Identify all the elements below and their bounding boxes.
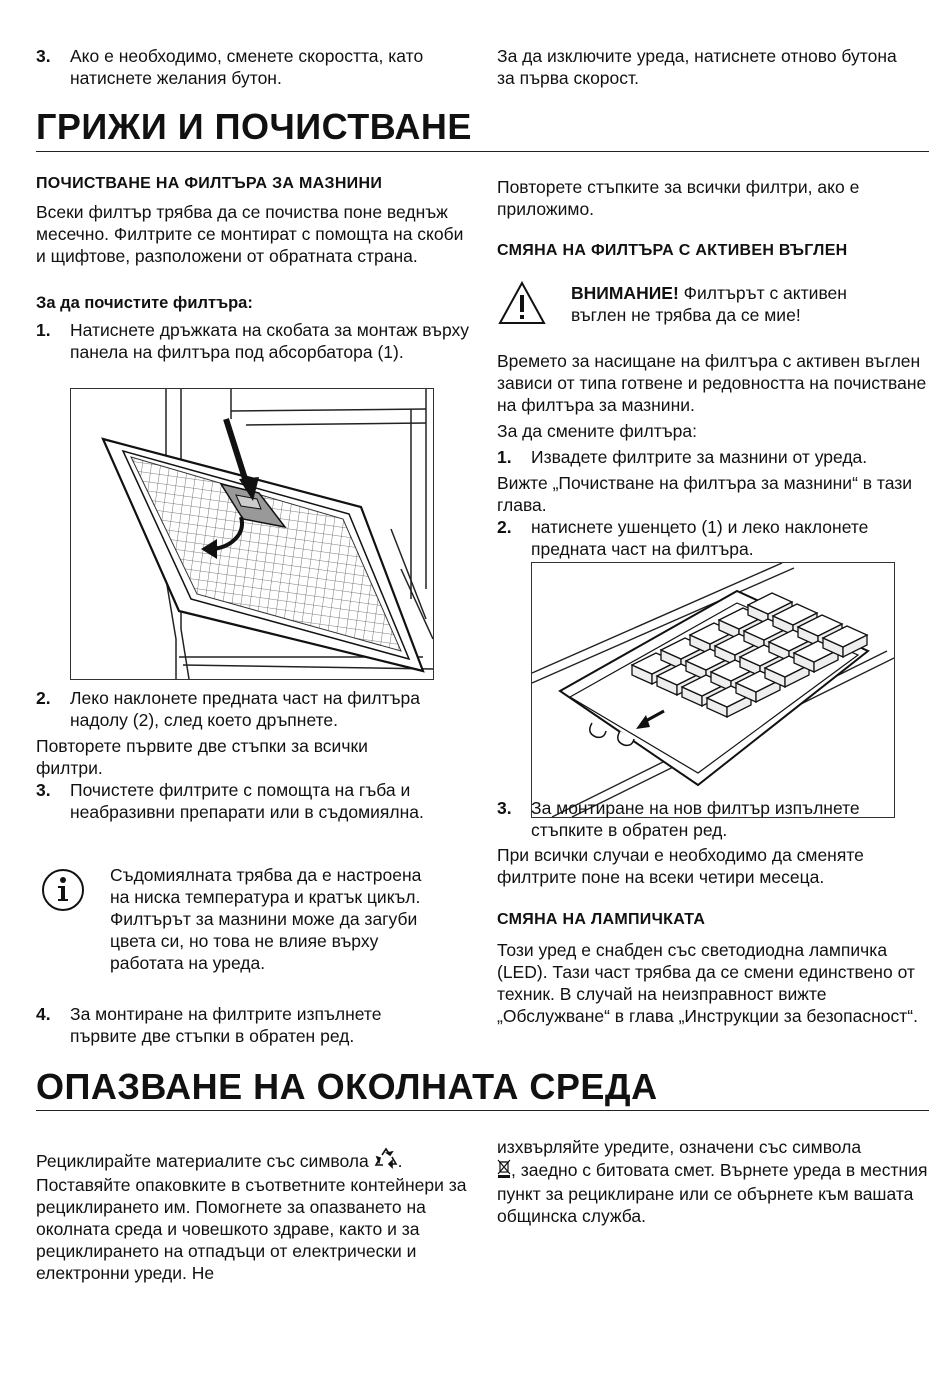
step-number: 3. [36, 46, 51, 66]
crossed-bin-icon [497, 1158, 511, 1183]
paragraph: Този уред е снабден със светодиодна лампичка (LED). Тази част трябва да се смени единствено от техник. В случай на неизправност вижте „Обслужване“ в глава „Инструкции за безопасност“. [497, 940, 918, 1026]
step-text: Ако е необходимо, сменете скоростта, като натиснете желания бутон. [70, 46, 424, 88]
subsection-heading: ПОЧИСТВАНЕ НА ФИЛТЪРА ЗА МАЗНИНИ [36, 175, 383, 192]
step-number: 3. [497, 798, 512, 818]
weee-text-start: изхвърляйте уредите, означени със символа [497, 1137, 862, 1157]
recycle-icon [374, 1147, 398, 1174]
paragraph [36, 1147, 471, 1284]
subsection-heading: СМЯНА НА ЛАМПИЧКАТА [497, 911, 706, 928]
step-text: натиснете ушенцето (1) и леко наклонете предната част на филтъра. [531, 517, 869, 559]
paragraph: За да смените филтъра: [497, 421, 698, 441]
grease-filter-figure [70, 388, 434, 680]
section-title: ГРИЖИ И ПОЧИСТВАНЕ [36, 106, 472, 147]
info-note-text: Съдомиялната трябва да е настроена на ниска температура и кратък цикъл. Филтърът за мазнини може да загуби цвета си, но това не влияе върху работата на уреда. [110, 865, 422, 973]
step-text: За монтиране на филтрите изпълнете първите две стъпки в обратен ред. [70, 1004, 382, 1046]
section-rule [36, 1110, 929, 1111]
paragraph [497, 1136, 929, 1227]
step-text: Почистете филтрите с помощта на гъба и неабразивни препарати или в съдомиялна. [70, 780, 424, 822]
step-text: Натиснете дръжката на скобата за монтаж върху панела на филтъра под абсорбатора (1). [70, 320, 469, 362]
step-number: 3. [36, 780, 51, 800]
step-number: 1. [497, 447, 512, 467]
step-text: Леко наклонете предната част на филтъра надолу (2), след което дръпнете. [70, 688, 421, 730]
paragraph: Повторете стъпките за всички филтри, ако е приложимо. [497, 177, 860, 219]
step-number: 1. [36, 320, 51, 340]
step-number: 2. [36, 688, 51, 708]
warning-message: Филтърът с активен въглен не трябва да се мие! [571, 283, 847, 325]
paragraph: Повторете първите две стъпки за всички филтри. [36, 736, 368, 778]
weee-text-end: , заедно с битовата смет. Върнете уреда в местния пункт за рециклиране или се обърнете към вашата общинска служба. [497, 1160, 928, 1226]
paragraph: Всеки филтър трябва да се почиства поне веднъж месечно. Филтрите се монтират с помощта на скоби и щифтове, разположени от обратната страна. [36, 202, 464, 266]
info-icon [40, 867, 86, 913]
step-number: 2. [497, 517, 512, 537]
carbon-filter-illustration [532, 563, 894, 817]
step-number: 4. [36, 1004, 51, 1024]
section-rule [36, 151, 929, 152]
section-title: ОПАЗВАНЕ НА ОКОЛНАТА СРЕДА [36, 1066, 658, 1107]
step-text: За монтиране на нов филтър изпълнете стъпките в обратен ред. [531, 798, 860, 840]
step-text: Извадете филтрите за мазнини от уреда. [531, 447, 868, 467]
paragraph: За да изключите уреда, натиснете отново бутона за първа скорост. [497, 46, 897, 88]
grease-filter-illustration [71, 389, 433, 679]
instruction-heading: За да почистите филтъра: [36, 294, 253, 312]
warning-text [571, 282, 901, 326]
recycle-text-end: . Поставяйте опаковките в съответните контейнери за рециклирането им. Помогнете за опазването на околната среда и човешкото здраве, както и за рециклирането на отпадъци от електрически и електронни уреди. Не [36, 1151, 467, 1283]
warning-triangle-icon [497, 280, 547, 326]
warning-label: ВНИМАНИЕ! [571, 283, 679, 303]
paragraph: При всички случаи е необходимо да сменяте филтрите поне на всеки четири месеца. [497, 845, 864, 887]
paragraph: Времето за насищане на филтъра с активен въглен зависи от типа готвене и редовността на почистване на филтъра за мазнини. [497, 351, 927, 415]
subsection-heading: СМЯНА НА ФИЛТЪРА С АКТИВЕН ВЪГЛЕН [497, 242, 848, 259]
recycle-text-start: Рециклирайте материалите със символа [36, 1151, 374, 1171]
carbon-filter-figure [531, 562, 895, 818]
paragraph: Вижте „Почистване на филтъра за мазнини“ в тази глава. [497, 473, 913, 515]
